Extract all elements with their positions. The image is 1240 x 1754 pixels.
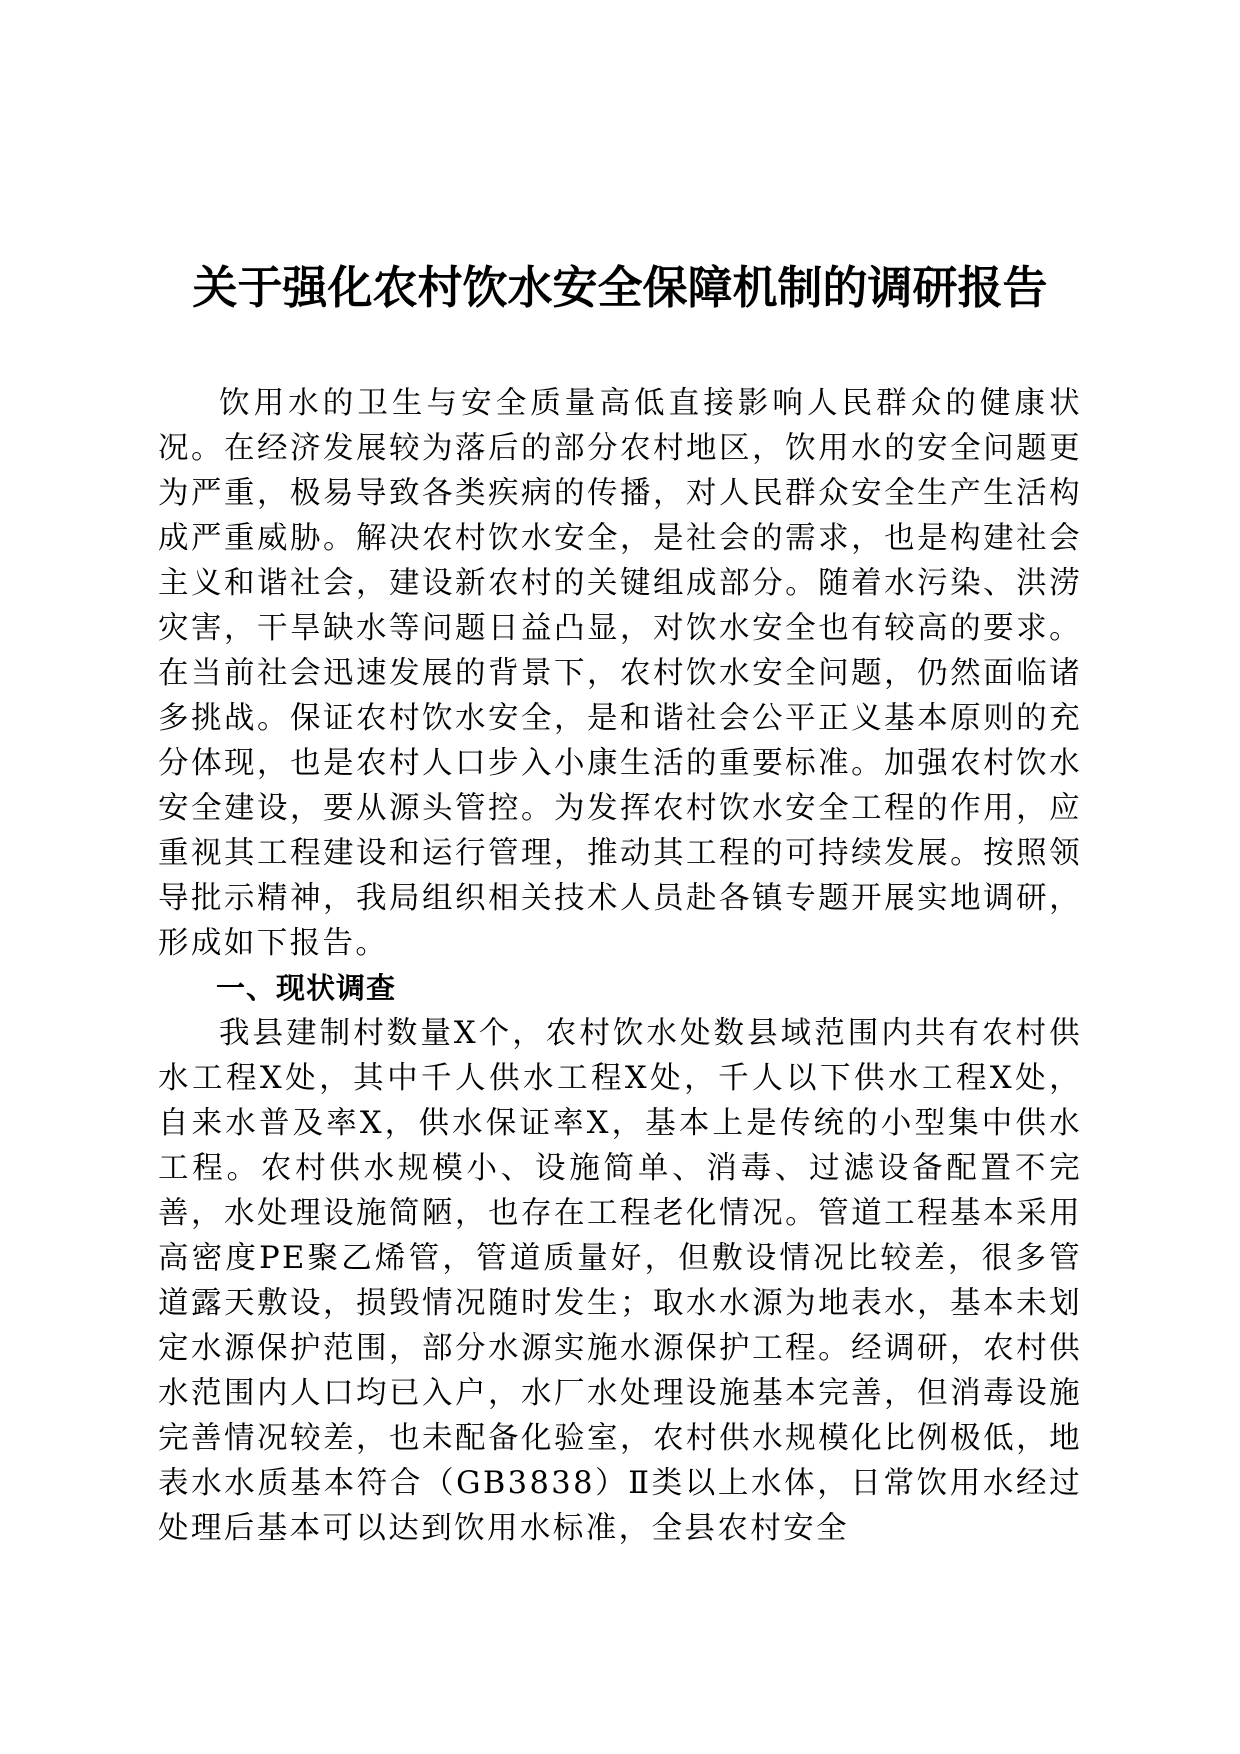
intro-paragraph: 饮用水的卫生与安全质量高低直接影响人民群众的健康状况。在经济发展较为落后的部分农村地区，饮用水的安全问题更为严重，极易导致各类疾病的传播，对人民群众安全生产生活构成严重威胁。解决农村饮水安全，是社会的需求，也是构建社会主义和谐社会，建设新农村的关键组成部分。随着水污染、洪涝灾害，干旱缺水等问题日益凸显，对饮水安全也有较高的要求。在当前社会迅速发展的背景下，农村饮水安全问题，仍然面临诸多挑战。保证农村饮水安全，是和谐社会公平正义基本原则的充分体现，也是农村人口步入小康生活的重要标准。加强农村饮水安全建设，要从源头管控。为发挥农村饮水安全工程的作用，应重视其工程建设和运行管理，推动其工程的可持续发展。按照领导批示精神，我局组织相关技术人员赴各镇专题开展实地调研，形成如下报告。 [158, 386, 1082, 961]
section-paragraph: 我县建制村数量X个，农村饮水处数县域范围内共有农村供水工程X处，其中千人供水工程X处，千人以下供水工程X处，自来水普及率X，供水保证率X，基本上是传统的小型集中供水工程。农村供水规模小、设施简单、消毒、过滤设备配置不完善，水处理设施简陋，也存在工程老化情况。管道工程基本采用高密度PE聚乙烯管，管道质量好，但敷设情况比较差，很多管道露天敷设，损毁情况随时发生；取水水源为地表水，基本未划定水源保护范围，部分水源实施水源保护工程。经调研，农村供水范围内人口均已入户，水厂水处理设施基本完善，但消毒设施完善情况较差，也未配备化验室，农村供水规模化比例极低，地表水水质基本符合（GB3838）Ⅱ类以上水体，日常饮用水经过处理后基本可以达到饮用水标准，全县农村安全 [158, 1016, 1082, 1546]
document-title: 关于强化农村饮水安全保障机制的调研报告 [192, 261, 1048, 314]
section-heading: 一、现状调查 [216, 971, 397, 1005]
document-body [158, 381, 1082, 1551]
